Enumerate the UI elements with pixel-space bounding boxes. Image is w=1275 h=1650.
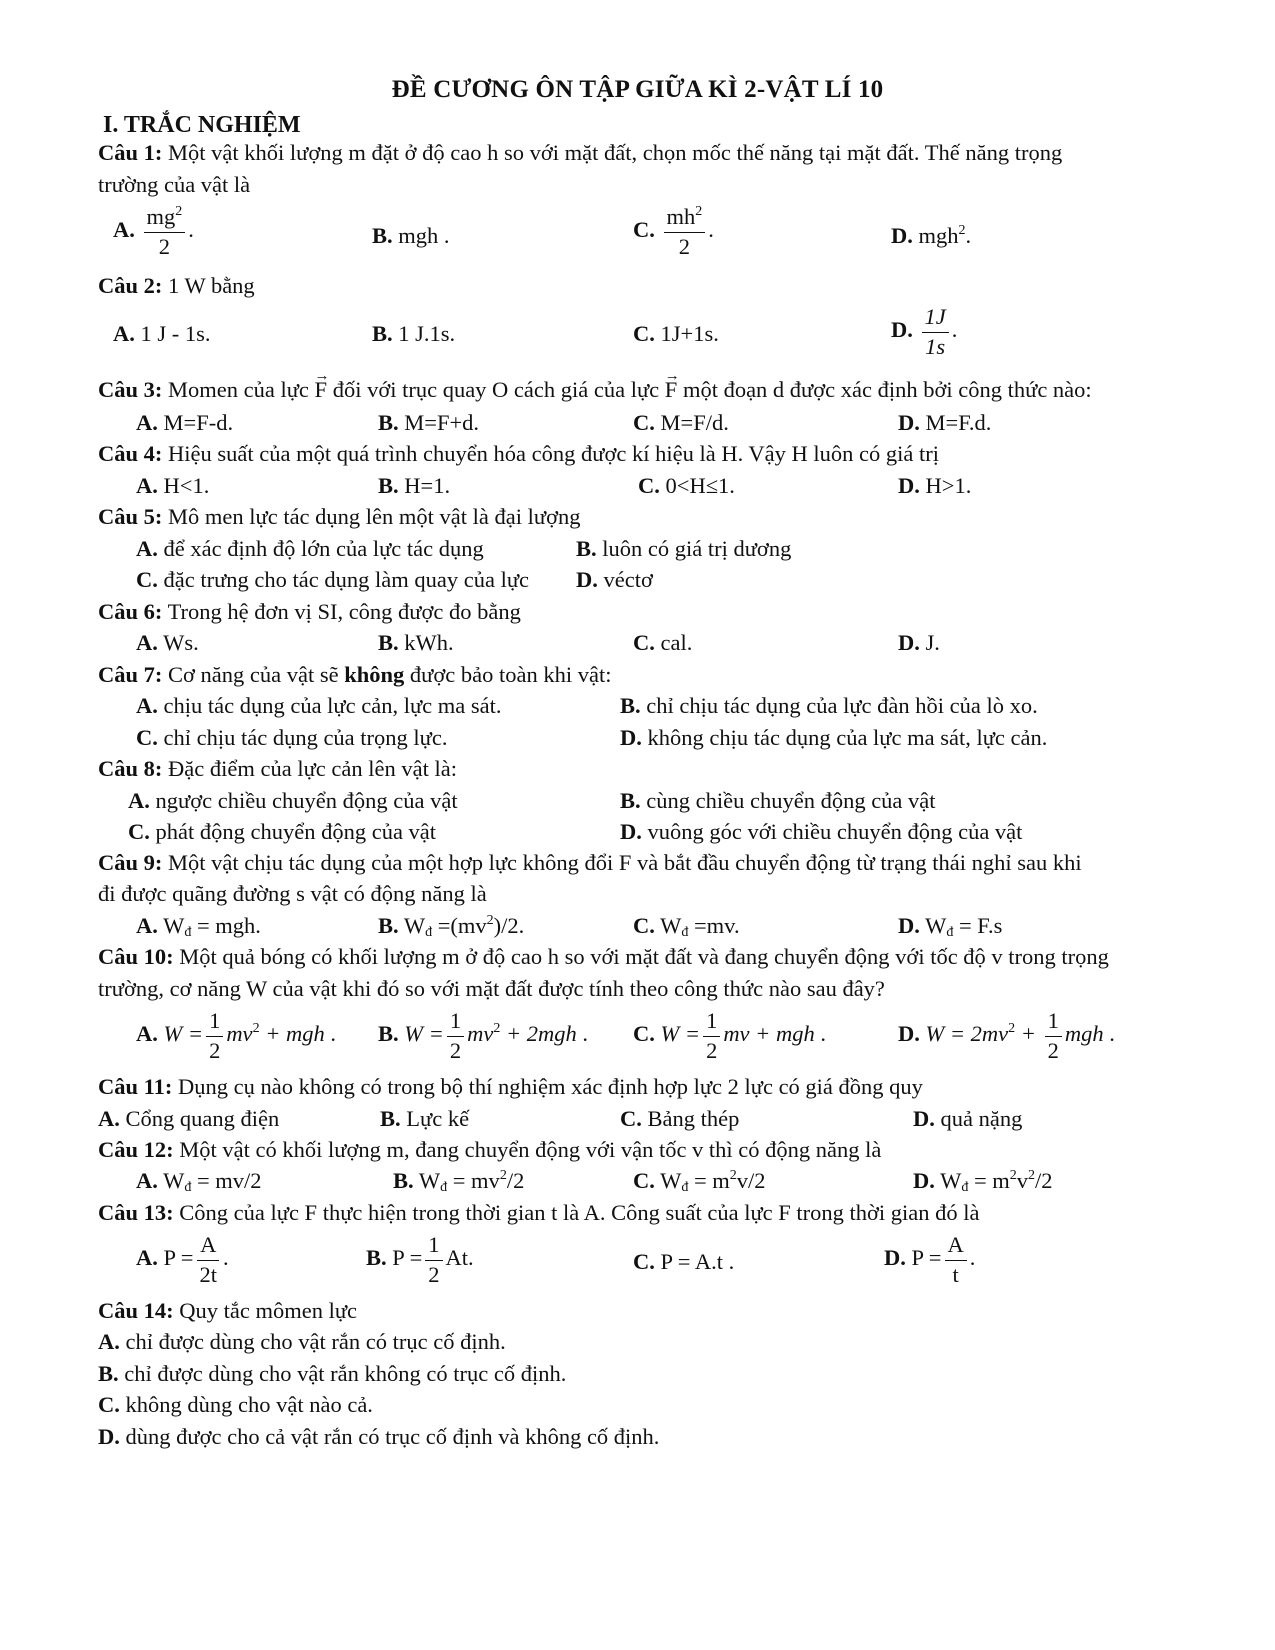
question-text: 1 W bằng bbox=[162, 273, 255, 298]
q3-option-c: C. M=F/d. bbox=[633, 410, 729, 435]
option-label: B. bbox=[372, 223, 393, 248]
q1-option-d: D. mgh$^2$. bbox=[891, 223, 972, 248]
q4-option-c: C. 0<H≤1. bbox=[638, 473, 735, 498]
q11-option-c: C. Bảng thép bbox=[620, 1106, 740, 1131]
question-1-cont: trường của vật là bbox=[98, 172, 251, 197]
question-3: Câu 3: Momen của lực → F đối với trục quay O cách giá của lực → F một đoạn d được xác định bởi công thức nào: bbox=[98, 376, 1092, 404]
question-12: Câu 12: Một vật có khối lượng m, đang chuyển động với vận tốc v thì có động năng là bbox=[98, 1137, 882, 1162]
fraction: $\frac{mh^2}{2}$ bbox=[664, 206, 706, 258]
document-title: ĐỀ CƯƠNG ÔN TẬP GIỮA KÌ 2-VẬT LÍ 10 bbox=[391, 76, 884, 103]
force-vector: → F bbox=[315, 376, 328, 404]
q8-option-d: D. vuông góc với chiều chuyển động của vật bbox=[620, 819, 1023, 844]
q5-option-a: A. để xác định độ lớn của lực tác dụng bbox=[136, 536, 484, 561]
q14-option-a: A. chỉ được dùng cho vật rắn có trục cố định. bbox=[98, 1329, 506, 1354]
fraction: $\frac{1}{2}$ bbox=[1045, 1010, 1062, 1062]
q2-option-b: B. 1 J.1s. bbox=[372, 321, 456, 346]
q10-option-a: A. W = $\frac{1}{2}$ $mv^2$ + mgh . bbox=[136, 1008, 336, 1063]
question-11: Câu 11: Dụng cụ nào không có trong bộ thí nghiệm xác định hợp lực 2 lực có giá đồng quy bbox=[98, 1074, 923, 1099]
question-2 bbox=[98, 272, 255, 300]
fraction: $\frac{1}{2}$ bbox=[447, 1010, 464, 1062]
q6-option-b: B. kWh. bbox=[378, 630, 454, 655]
fraction: $\frac{1}{2}$ bbox=[703, 1010, 720, 1062]
q7-option-b: B. chỉ chịu tác dụng của lực đàn hồi của lò xo. bbox=[620, 693, 1038, 718]
question-5: Câu 5: Mô men lực tác dụng lên một vật là đại lượng bbox=[98, 504, 581, 529]
question-number: Câu 2: bbox=[98, 273, 163, 298]
q2-option-c: C. 1J+1s. bbox=[633, 321, 719, 346]
q9-option-b: B. $W_đ =(mv^2)/2$. bbox=[378, 913, 525, 940]
q12-option-b: B. $W_đ = mv^2/2$ bbox=[393, 1168, 525, 1195]
q8-option-b: B. cùng chiều chuyển động của vật bbox=[620, 788, 936, 813]
option-label: A. bbox=[113, 217, 135, 243]
fraction: $\frac{A}{2t}$ bbox=[197, 1234, 221, 1286]
q12-option-c: C. $W_đ = m^2v/2$ bbox=[633, 1168, 766, 1195]
q11-option-b: B. Lực kế bbox=[380, 1106, 470, 1131]
q2-option-a: A. 1 J - 1s. bbox=[113, 321, 211, 346]
q7-option-c: C. chỉ chịu tác dụng của trọng lực. bbox=[136, 725, 448, 750]
question-14: Câu 14: Quy tắc mômen lực bbox=[98, 1298, 358, 1323]
q10-option-d: D. $W = 2mv^2$ + $\frac{1}{2}$ mgh . bbox=[898, 1008, 1115, 1063]
fraction: $\frac{1J}{1s}$ bbox=[922, 306, 949, 358]
q7-option-a: A. chịu tác dụng của lực cản, lực ma sát. bbox=[136, 693, 502, 718]
q4-option-d: D. H>1. bbox=[898, 473, 972, 498]
q14-option-b: B. chỉ được dùng cho vật rắn không có trục cố định. bbox=[98, 1361, 567, 1386]
q2-option-d: D. $\frac{1J}{1s}$ . bbox=[891, 304, 958, 359]
fraction: $\frac{mg^2}{2}$ bbox=[144, 206, 186, 258]
q10-option-c: C. W = $\frac{1}{2}$ mv + mgh . bbox=[633, 1008, 826, 1063]
q1-option-c: C. $\frac{mh^2}{2}$ . bbox=[633, 204, 714, 259]
q9-option-d: D. $W_đ = F.s$ bbox=[898, 913, 1003, 940]
q4-option-b: B. H=1. bbox=[378, 473, 451, 498]
q10-option-b: B. W = $\frac{1}{2}$ $mv^2 + 2mgh$ . bbox=[378, 1008, 589, 1063]
section-heading: I. TRẮC NGHIỆM bbox=[103, 112, 301, 138]
q13-option-d: D. P = $\frac{A}{t}$ . bbox=[884, 1232, 976, 1287]
option-label: D. bbox=[891, 223, 913, 248]
option-label: C. bbox=[633, 217, 655, 243]
q4-option-a: A. H<1. bbox=[136, 473, 210, 498]
question-13: Câu 13: Công của lực F thực hiện trong thời gian t là A. Công suất của lực F trong thời gian đó là bbox=[98, 1200, 980, 1225]
q13-option-a: A. P = $\frac{A}{2t}$ . bbox=[136, 1232, 229, 1287]
question-7: Câu 7: Cơ năng của vật sẽ không được bảo toàn khi vật: bbox=[98, 662, 612, 687]
fraction: $\frac{1}{2}$ bbox=[206, 1010, 223, 1062]
q9-option-a: A. $W_đ$ = mgh. bbox=[136, 913, 261, 940]
question-text: Một vật khối lượng m đặt ở độ cao h so với mặt đất, chọn mốc thế năng tại mặt đất. Thế năng trọng bbox=[162, 140, 1063, 165]
q1-option-a: A. $\frac{mg^2}{2}$ . bbox=[113, 204, 194, 259]
question-8: Câu 8: Đặc điểm của lực cản lên vật là: bbox=[98, 756, 457, 781]
question-number: Câu 1: bbox=[98, 140, 163, 165]
question-6: Câu 6: Trong hệ đơn vị SI, công được đo bằng bbox=[98, 599, 521, 624]
q11-option-d: D. quả nặng bbox=[913, 1106, 1023, 1131]
q5-option-b: B. luôn có giá trị dương bbox=[576, 536, 792, 561]
q7-option-d: D. không chịu tác dụng của lực ma sát, lực cản. bbox=[620, 725, 1048, 750]
q13-option-b: B. P = $\frac{1}{2}$ At. bbox=[366, 1232, 474, 1287]
question-9-cont: đi được quãng đường s vật có động năng là bbox=[98, 881, 487, 906]
q11-option-a: A. Cổng quang điện bbox=[98, 1106, 280, 1131]
q3-option-d: D. M=F.d. bbox=[898, 410, 992, 435]
question-9: Câu 9: Một vật chịu tác dụng của một hợp lực không đổi F và bắt đầu chuyển động từ trạng thái nghỉ sau khi bbox=[98, 850, 1082, 875]
force-vector: → F bbox=[665, 376, 678, 404]
q3-option-b: B. M=F+d. bbox=[378, 410, 480, 435]
q13-option-c: C. P = A.t . bbox=[633, 1249, 735, 1274]
q3-option-a: A. M=F-d. bbox=[136, 410, 234, 435]
question-10: Câu 10: Một quả bóng có khối lượng m ở độ cao h so với mặt đất và đang chuyển động với tốc độ v trong trọng bbox=[98, 944, 1109, 969]
q14-option-c: C. không dùng cho vật nào cả. bbox=[98, 1392, 373, 1417]
q12-option-a: A. $W_đ = mv/2$ bbox=[136, 1168, 262, 1195]
q6-option-d: D. J. bbox=[898, 630, 940, 655]
fraction: $\frac{A}{t}$ bbox=[945, 1234, 967, 1286]
q8-option-c: C. phát động chuyển động của vật bbox=[128, 819, 437, 844]
question-10-cont: trường, cơ năng W của vật khi đó so với mặt đất được tính theo công thức nào sau đây? bbox=[98, 976, 885, 1001]
emphasis-text: không bbox=[344, 662, 405, 687]
q1-option-b: B. mgh . bbox=[372, 223, 450, 248]
fraction: $\frac{1}{2}$ bbox=[425, 1234, 442, 1286]
q9-option-c: C. $W_đ =mv$. bbox=[633, 913, 740, 940]
q14-option-d: D. dùng được cho cả vật rắn có trục cố định và không cố định. bbox=[98, 1424, 660, 1449]
question-4: Câu 4: Hiệu suất của một quá trình chuyển hóa công được kí hiệu là H. Vậy H luôn có giá trị bbox=[98, 441, 940, 466]
q5-option-c: C. đặc trưng cho tác dụng làm quay của lực bbox=[136, 567, 530, 592]
question-1 bbox=[98, 139, 1062, 167]
q6-option-a: A. Ws. bbox=[136, 630, 199, 655]
q8-option-a: A. ngược chiều chuyển động của vật bbox=[128, 788, 458, 813]
q6-option-c: C. cal. bbox=[633, 630, 693, 655]
q5-option-d: D. véctơ bbox=[576, 567, 653, 592]
q12-option-d: D. $W_đ = m^2v^2/2$ bbox=[913, 1168, 1053, 1195]
